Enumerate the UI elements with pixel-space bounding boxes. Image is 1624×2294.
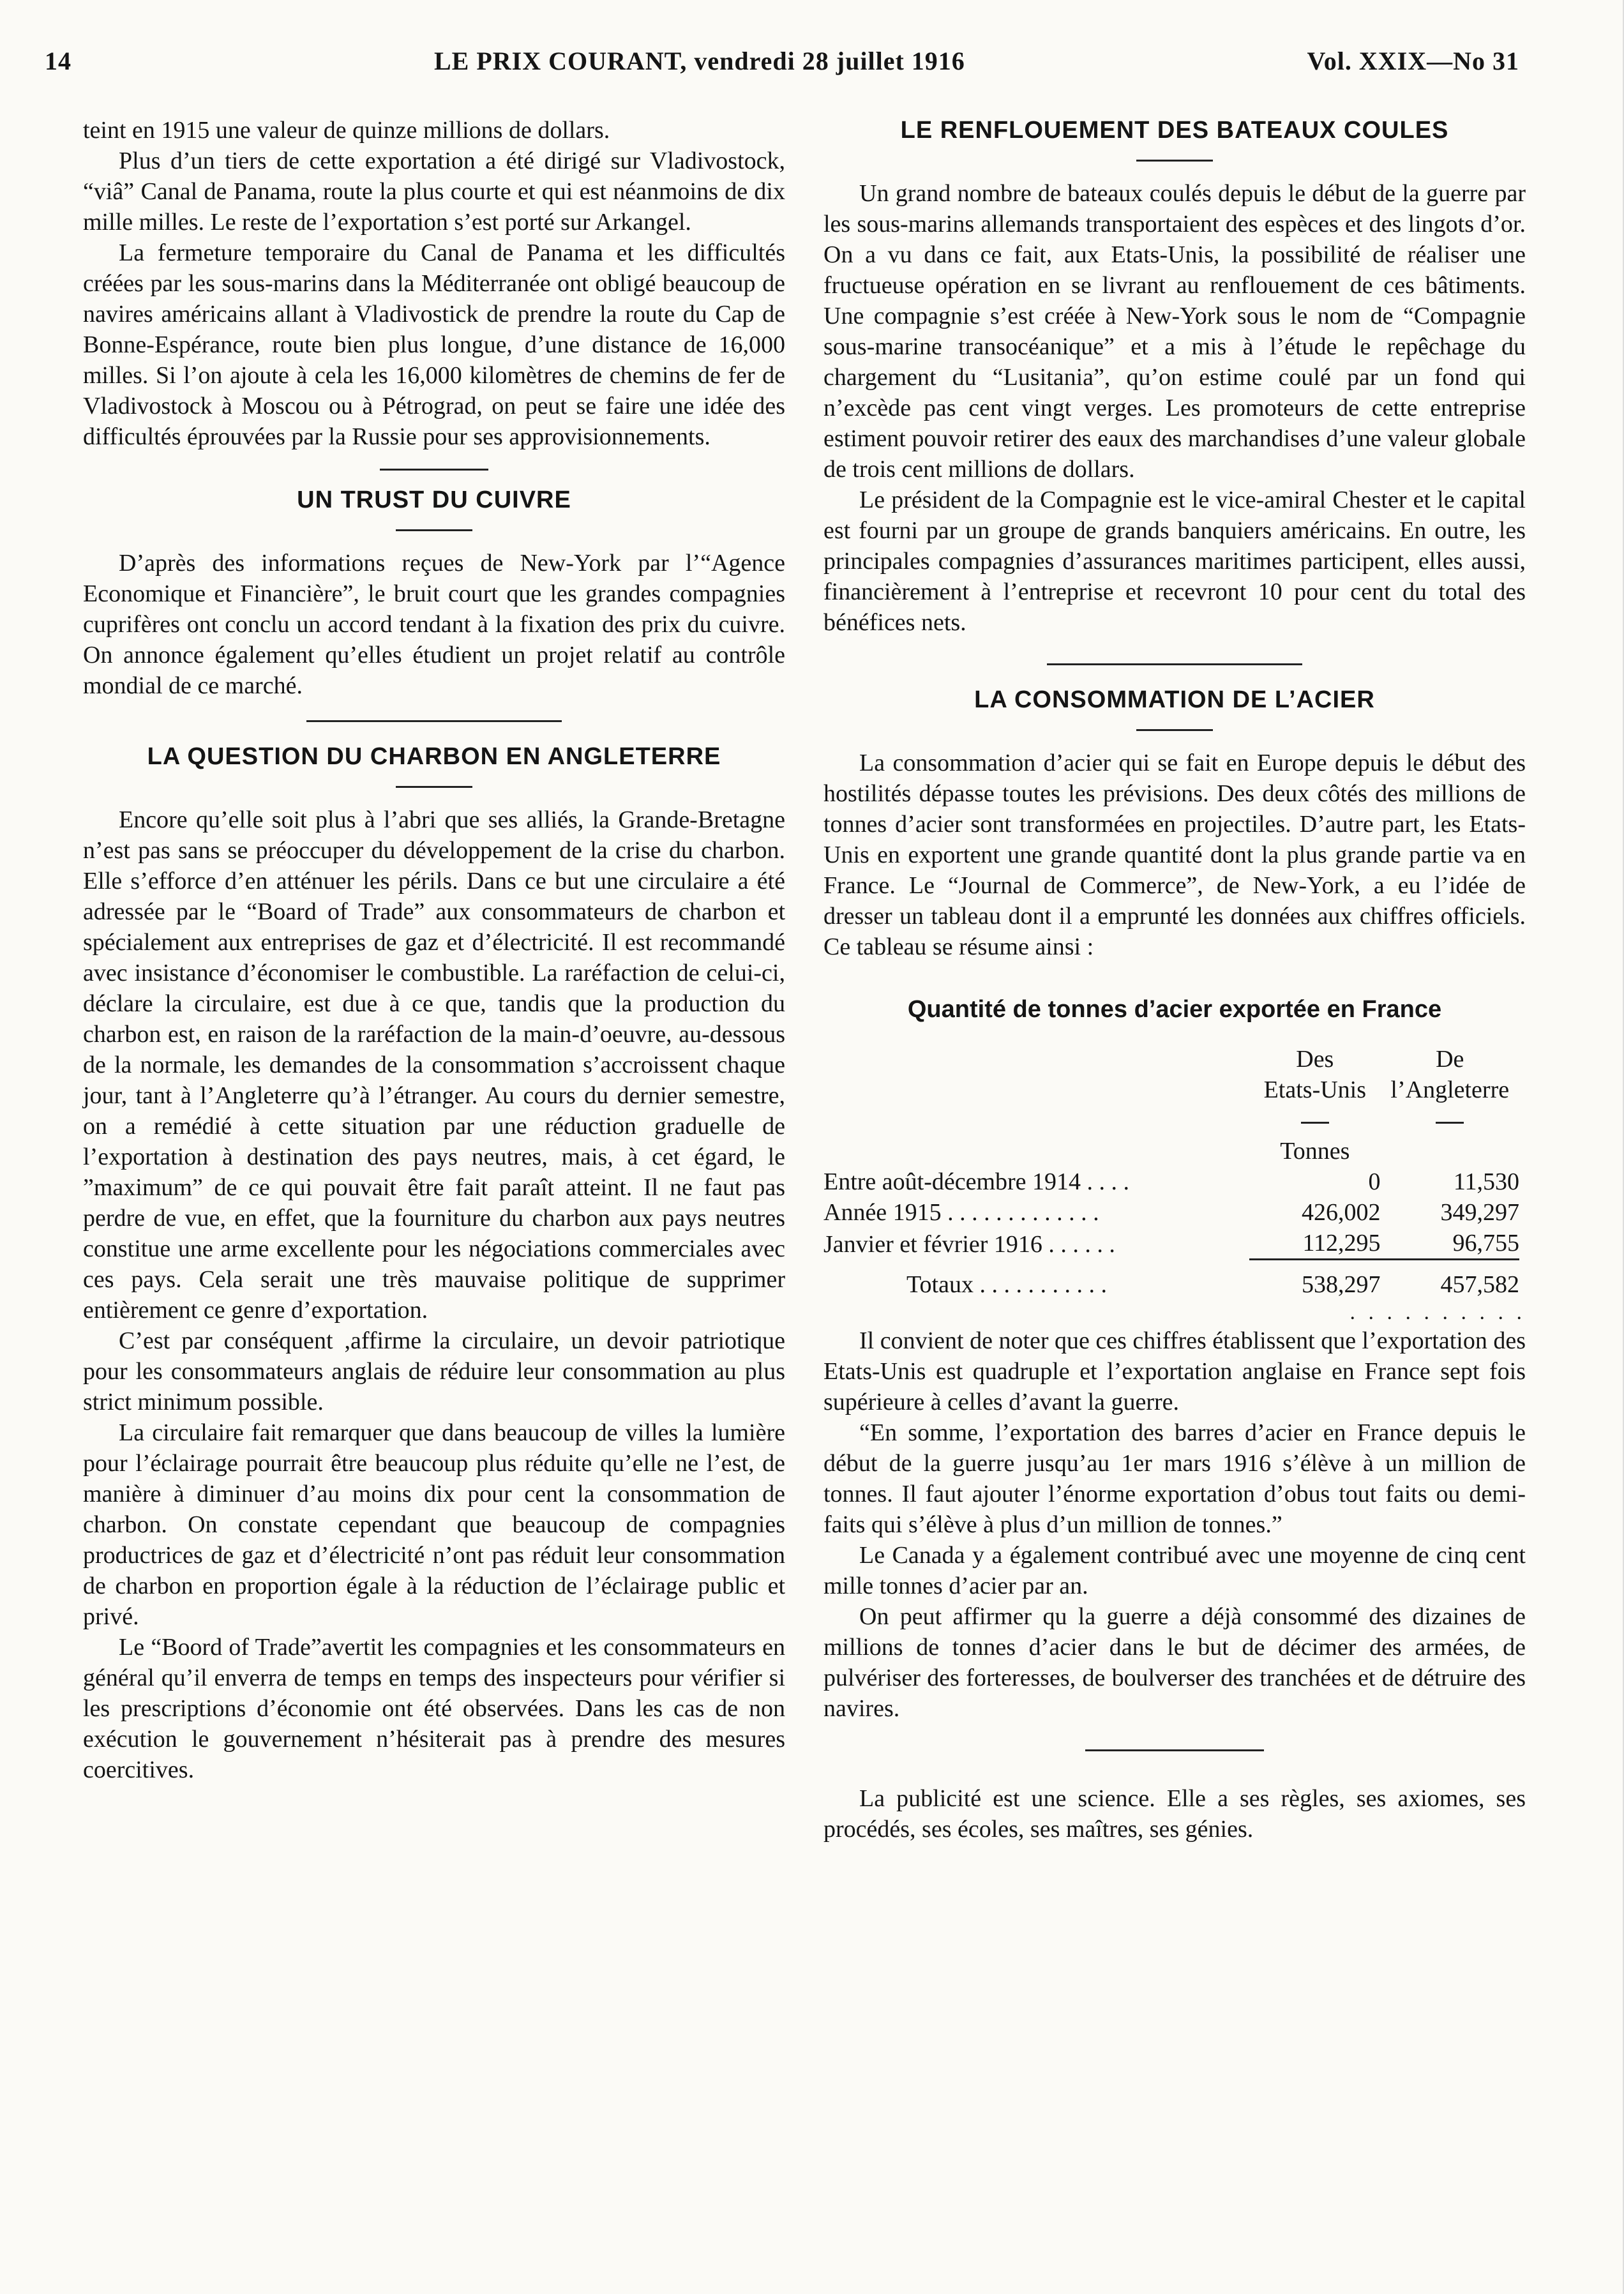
section-divider [1085,1749,1264,1751]
table-title: Quantité de tonnes d’acier exportée en France [907,996,1442,1023]
article-paragraph: Il convient de noter que ces chiffres établissent que l’exportation des Etats-Unis est quadruple et l’exportation anglaise en France sept fois supérieure à celles d’avant la guerre. [823,1327,1526,1415]
article-paragraph: La fermeture temporaire du Canal de Panama et les difficultés créées par les sous-marins dans la Méditerranée ont obligé beaucoup de navires américains allant à Vladivostick de prendre la route du Cap de Bonne-Espérance, route bien plus longue, d’une distance de 16,000 milles. Si l’on ajoute à cela les 16,000 kilomètres de chemins de fer de Vladivostock à Moscou ou à Pétrograd, on peut se faire une idée des difficultés éprouvées par la Russie pour ses approvisionnements. [83,239,785,450]
title-underline [396,786,472,788]
unit-label: Tonnes [1280,1138,1350,1165]
column-header-us: Des Etats-Unis [1263,1046,1367,1103]
section-divider [380,469,488,471]
title-underline [396,529,472,531]
table-row: Entre août-décembre 1914 . . . . 0 11,530 [823,1168,1519,1195]
section-divider [1047,663,1302,665]
article-paragraph: teint en 1915 une valeur de quinze millions de dollars. [83,117,610,144]
article-paragraph: On peut affirmer qu la guerre a déjà consommé des dizaines de millions de tonnes d’acier dans le but de décimer des armées, de pulvériser des forteresses, de boulverser des tranchées et de détruire des navires. [823,1603,1526,1722]
article-paragraph: Le Canada y a également contribué avec une moyenne de cinq cent mille tonnes d’acier par an. [823,1542,1526,1599]
page-header [45,46,1519,84]
article-paragraph: Le “Boord of Trade”avertit les compagnies et les consommateurs en général qu’il enverra de temps en temps des inspecteurs pour vérifier si les prescriptions d’économie ont été observées. Dans les cas de non exécution le gouvernement n’hésiterait pas à prendre des mesures coercitives. [83,1634,785,1783]
section-title-trust-cuivre: UN TRUST DU CUIVRE [297,487,571,513]
article-paragraph: La circulaire fait remarquer que dans beaucoup de villes la lumière pour l’éclairage pourrait être beaucoup plus réduite qu’elle ne l’est, de manière à diminuer d’au moins dix pour cent la consommation de charbon. On constate cependant que beaucoup de compagnies productrices de gaz et d’électricité n’ont pas réduit leur consommation de charbon en proportion égale à la réduction de l’éclairage public et privé. [83,1419,785,1630]
article-paragraph: C’est par conséquent ,affirme la circulaire, un devoir patriotique pour les consommateurs anglais de réduire leur consommation au plus strict minimum possible. [83,1327,785,1415]
page-number: 14 [45,47,71,75]
section-divider [306,720,562,722]
header-dash [1301,1122,1329,1124]
section-title-renflouement: LE RENFLOUEMENT DES BATEAUX COULES [900,117,1449,144]
article-paragraph: Un grand nombre de bateaux coulés depuis le début de la guerre par les sous-marins allemands transportaient des espèces et des lingots d’or. On a vu dans ce fait, aux Etats-Unis, la possibilité de réaliser une fructueuse opération en se livrant au renflouement de ces bâtiments. Une compagnie s’est créée à New-York sous le nom de “Compagnie sous-marine transocéanique” et a mis à l’étude le repêchage du chargement du “Lusitania”, qu’on estime coulé par un fond qui n’excède pas cent vingt verges. Les promoteurs de cette entreprise estiment pouvoir retirer des eaux des marchandises d’une valeur globale de trois cent millions de dollars. [823,180,1526,483]
article-paragraph: Le président de la Compagnie est le vice-amiral Chester et le capital est fourni par un groupe de grands banquiers américains. En outre, les principales compagnies d’assurances maritimes participent, elles aussi, financièrement à l’entreprise et recevront 10 pour cent du total des bénéfices nets. [823,487,1526,636]
article-paragraph: Encore qu’elle soit plus à l’abri que ses alliés, la Grande-Bretagne n’est pas sans se préoccuper du développement de la crise du charbon. Elle s’efforce d’en atténuer les périls. Dans ce but une circulaire a été adressée par le “Board of Trade” aux consommateurs de charbon et spécialement aux entreprises de gaz et d’électricité. Il est recommandé avec insistance d’économiser le combustible. La raréfaction de celui-ci, déclare la circulaire, est due à ce que, tandis que la production du charbon est, en raison de la raréfaction de la main-d’oeuvre, au-dessous de la normale, les demandes de la consommation s’accroissent chaque jour, tant à l’Angleterre qu’à l’étranger. Au cours du dernier semestre, on a remédié à cette situation par une réduction graduelle de l’exportation à destination des pays neutres, mais, à cet égard, le ”maximum” de ce qui pouvait être fait paraît atteint. Il ne faut pas perdre de vue, en effet, que la fourniture du charbon aux pays neutres constitue une arme excellente pour les négociations commerciales avec ces pays. Cela serait une très mauvaise politique de supprimer entièrement ce genre d’exportation. [83,806,785,1324]
total-row: Totaux . . . . . . . . . . . 538,297 457,582 [823,1260,1519,1301]
table-row: Année 1915 . . . . . . . . . . . . . 426,002 349,297 [823,1199,1519,1226]
steel-export-table [823,1044,1519,1300]
article-paragraph: D’après des informations reçues de New-York par l’“Agence Economique et Financière”, le bruit court que les grandes compagnies cuprifères ont conclu un accord tendant à la fixation des prix du cuivre. On annonce également qu’elles étudient un projet relatif au contrôle mondial de ce marché. [83,550,785,699]
section-title-acier: LA CONSOMMATION DE L’ACIER [974,686,1375,713]
title-underline [1136,729,1213,731]
table-row: Janvier et février 1916 . . . . . . 112,295 96,755 [823,1230,1519,1258]
right-column [823,115,1526,1845]
left-column [83,115,785,1785]
title-underline [1136,160,1213,162]
column-header-uk: De l’Angleterre [1390,1046,1510,1103]
header-dash [1436,1122,1464,1124]
volume-number: Vol. XXIX—No 31 [1307,47,1519,75]
article-paragraph: “En somme, l’exportation des barres d’acier en France depuis le début de la guerre jusqu’au 1er mars 1916 s’élève à un million de tonnes. Il faut ajouter l’énorme exportation d’obus tout faits ou demi-faits qui s’élève à plus d’un million de tonnes.” [823,1419,1526,1538]
article-paragraph: La consommation d’acier qui se fait en Europe depuis le début des hostilités dépasse toutes les prévisions. Des deux côtés des millions de tonnes d’acier sont transformées en projectiles. D’autre part, les Etats-Unis en exportent une grande quantité dont la plus grande partie va en France. Le “Journal de Commerce”, de New-York, a eu l’idée de dresser un tableau dont il a emprunté les données aux chiffres officiels. Ce tableau se résume ainsi : [823,750,1526,960]
table-dots: . . . . . . . . . . [1350,1301,1526,1324]
closing-paragraph: La publicité est une science. Elle a ses règles, ses axiomes, ses procédés, ses écoles, ses maîtres, ses génies. [823,1785,1526,1843]
article-paragraph: Plus d’un tiers de cette exportation a été dirigé sur Vladivostock, “viâ” Canal de Panama, route la plus courte et qui est néanmoins de dix mille milles. Le reste de l’exportation s’est porté sur Arkangel. [83,147,785,236]
newspaper-title: LE PRIX COURANT, vendredi 28 juillet 1916 [434,47,965,75]
section-title-charbon: LA QUESTION DU CHARBON EN ANGLETERRE [147,743,721,770]
